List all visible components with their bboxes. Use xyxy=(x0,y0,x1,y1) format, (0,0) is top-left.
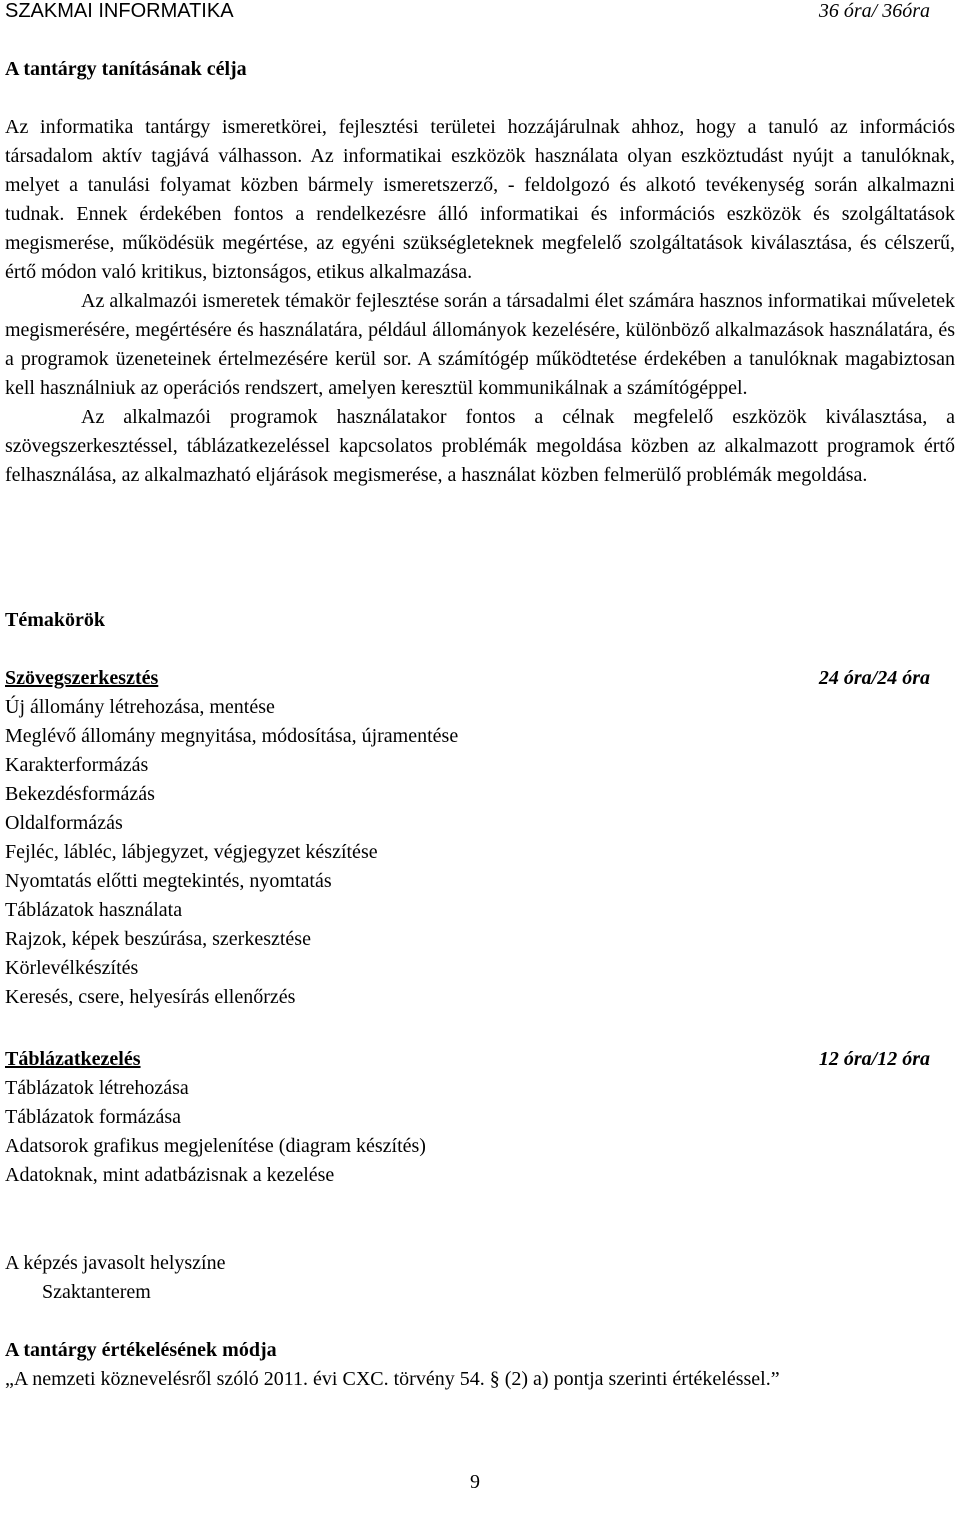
topic-title: Táblázatkezelés xyxy=(5,1048,141,1070)
list-item: Bekezdésformázás xyxy=(5,783,155,805)
location-value: Szaktanterem xyxy=(42,1281,151,1303)
page-number: 9 xyxy=(470,1471,480,1493)
list-item: Adatsorok grafikus megjelenítése (diagram készítés) xyxy=(5,1135,426,1157)
goal-paragraph-1: Az informatika tantárgy ismeretkörei, fejlesztési területei hozzájárulnak ahhoz, hogy a tanuló az információs társadalom aktív tagjává válhasson. Az informatikai eszközök használata olyan eszköztudást nyújt a tanulóknak, melyet a tanulási folyamat közben bármely ismeretszerző, - feldolgozó és alkotó tevékenység során alkalmazni tudnak. Ennek érdekében fontos a rendelkezésre álló informatikai és információs eszközök és szolgáltatások megismerése, működésük megértése, az egyéni szükségleteknek megfelelő szolgáltatások kiválasztása, és célszerű, értő módon való kritikus, biztonságos, etikus alkalmazása. xyxy=(5,116,955,283)
subject-hours: 36 óra/ 36óra xyxy=(818,0,930,22)
topic-header xyxy=(5,664,930,693)
list-item: Oldalformázás xyxy=(5,812,123,834)
topic-section-2 xyxy=(5,1045,955,1190)
list-item: Adatoknak, mint adatbázisnak a kezelése xyxy=(5,1164,335,1186)
topic-hours: 12 óra/12 óra xyxy=(818,1048,930,1070)
list-item: Körlevélkészítés xyxy=(5,957,139,979)
list-item: Új állomány létrehozása, mentése xyxy=(5,696,275,718)
list-item: Keresés, csere, helyesírás ellenőrzés xyxy=(5,986,296,1008)
subject-title: SZAKMAI INFORMATIKA xyxy=(5,0,234,22)
evaluation-section xyxy=(5,1336,955,1394)
topic-section-1 xyxy=(5,664,955,1012)
goal-paragraph-2: Az alkalmazói ismeretek témakör fejlesztése során a társadalmi élet számára hasznos informatikai műveletek megismerésére, megértésére és használatára, például állományok kezelésére, különböző alkalmazások használatára, és a programok üzeneteinek értelmezésére kerül sor. A számítógép működtetése érdekében a tanulóknak magabiztosan kell használniuk az operációs rendszert, amelyen keresztül kommunikálnak a számítógéppel. xyxy=(5,290,955,399)
list-item: Nyomtatás előtti megtekintés, nyomtatás xyxy=(5,870,332,892)
goal-heading: A tantárgy tanításának célja xyxy=(5,58,247,80)
goal-paragraph-3: Az alkalmazói programok használatakor fontos a célnak megfelelő eszközök kiválasztása, a szövegszerkesztéssel, táblázatkezeléssel kapcsolatos problémák megoldása közben az alkalmazott programok értő felhasználása, az alkalmazható eljárások megismerése, a használat közben felmerülő problémák megoldása. xyxy=(5,406,955,486)
list-item: Karakterformázás xyxy=(5,754,149,776)
list-item: Fejléc, lábléc, lábjegyzet, végjegyzet készítése xyxy=(5,841,378,863)
goal-body xyxy=(5,113,955,490)
topic-hours: 24 óra/24 óra xyxy=(818,667,930,689)
list-item: Meglévő állomány megnyitása, módosítása, újramentése xyxy=(5,725,459,747)
list-item: Táblázatok használata xyxy=(5,899,183,921)
evaluation-heading: A tantárgy értékelésének módja xyxy=(5,1339,277,1361)
list-item: Rajzok, képek beszúrása, szerkesztése xyxy=(5,928,311,950)
topic-header xyxy=(5,1045,930,1074)
page-header xyxy=(5,0,930,26)
location-section xyxy=(5,1249,955,1307)
list-item: Táblázatok formázása xyxy=(5,1106,182,1128)
topics-heading: Témakörök xyxy=(5,609,105,631)
evaluation-text: „A nemzeti köznevelésről szóló 2011. évi CXC. törvény 54. § (2) a) pontja szerinti értékeléssel.” xyxy=(5,1368,780,1390)
list-item: Táblázatok létrehozása xyxy=(5,1077,189,1099)
topic-title: Szövegszerkesztés xyxy=(5,667,159,689)
location-label: A képzés javasolt helyszíne xyxy=(5,1252,226,1274)
